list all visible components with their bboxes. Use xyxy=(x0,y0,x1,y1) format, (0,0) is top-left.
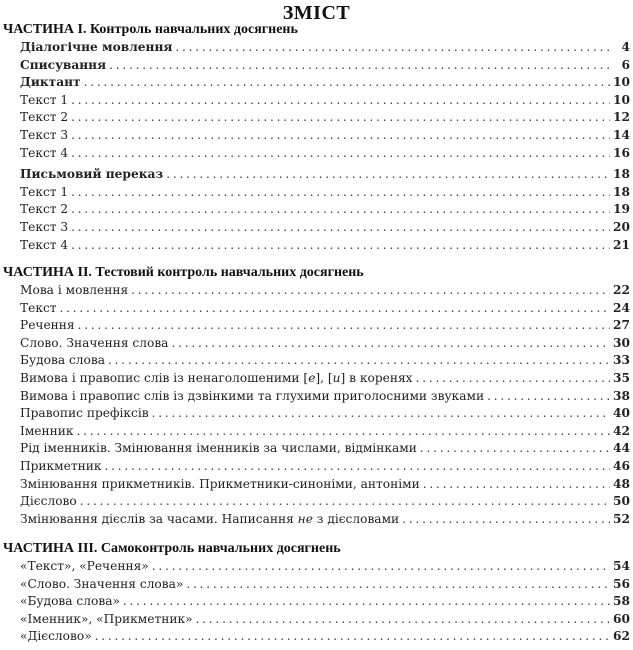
toc-entry[interactable] xyxy=(0,317,633,335)
entry-label: Письмовий переказ xyxy=(20,167,164,182)
toc-entry[interactable] xyxy=(0,300,633,318)
entry-page: 27 xyxy=(613,318,630,333)
entry-page: 14 xyxy=(613,127,630,142)
toc-entry[interactable] xyxy=(0,593,633,611)
entry-page: 18 xyxy=(613,167,630,182)
dot-leader xyxy=(109,57,613,75)
entry-page: 38 xyxy=(613,388,630,403)
dot-leader xyxy=(71,127,610,145)
entry-page: 35 xyxy=(613,370,630,385)
dot-leader xyxy=(71,201,610,219)
toc-entry[interactable] xyxy=(0,370,633,388)
dot-leader xyxy=(71,92,610,110)
entry-page: 24 xyxy=(613,300,630,315)
part-heading: ЧАСТИНА ІІ. Тестовий контроль навчальних досягнень xyxy=(3,265,364,280)
entry-label: «Текст», «Речення» xyxy=(20,559,149,573)
entry-label: Змінювання прикметників. Прикметники-синоніми, антоніми xyxy=(20,476,420,491)
dot-leader xyxy=(416,370,610,388)
dot-leader xyxy=(152,558,610,576)
dot-leader xyxy=(108,352,610,370)
entry-page: 12 xyxy=(613,110,630,125)
dot-leader xyxy=(131,282,610,300)
toc-entry[interactable] xyxy=(0,201,633,219)
toc-entry[interactable] xyxy=(0,576,633,594)
entry-label: Дієслово xyxy=(20,494,77,509)
dot-leader xyxy=(152,405,610,423)
dot-leader xyxy=(84,74,610,92)
toc-entry[interactable] xyxy=(0,335,633,353)
dot-leader xyxy=(402,511,610,529)
toc-entry[interactable] xyxy=(0,611,633,629)
toc-entry[interactable] xyxy=(0,405,633,423)
toc-part-2 xyxy=(0,264,633,528)
entry-page: 22 xyxy=(613,283,630,297)
entry-label: Диктант xyxy=(20,75,81,90)
dot-leader xyxy=(123,593,610,611)
toc-entry[interactable] xyxy=(0,493,633,511)
toc-entry[interactable] xyxy=(0,39,633,57)
entry-label: Текст xyxy=(20,300,57,315)
dot-leader xyxy=(71,109,610,127)
toc-entry[interactable] xyxy=(0,92,633,110)
entry-page: 44 xyxy=(613,441,630,456)
dot-leader xyxy=(196,611,610,629)
entry-page: 58 xyxy=(613,594,630,609)
entry-page: 42 xyxy=(613,423,630,438)
entry-page: 19 xyxy=(613,202,630,217)
entry-label: Текст 4 xyxy=(20,145,69,160)
entry-label: «Іменник», «Прикметник» xyxy=(20,611,193,626)
entry-label: Слово. Значення слова xyxy=(20,335,169,350)
label-italic-ne: не xyxy=(297,511,313,526)
toc-entry[interactable] xyxy=(0,145,633,163)
entry-label: Текст 3 xyxy=(20,219,69,234)
dot-leader xyxy=(420,440,610,458)
entry-page: 52 xyxy=(613,511,630,526)
entry-label xyxy=(20,511,399,529)
entry-label xyxy=(20,370,413,388)
dot-leader xyxy=(175,39,613,57)
dot-leader xyxy=(423,476,610,494)
entry-label: Правопис префіксів xyxy=(20,406,149,421)
entry-page: 48 xyxy=(613,476,630,491)
toc-entry[interactable] xyxy=(0,237,633,255)
toc-entry[interactable] xyxy=(0,511,633,529)
label-italic-e: е xyxy=(308,370,316,385)
entry-page: 33 xyxy=(613,353,630,368)
entry-label: Текст 2 xyxy=(20,110,69,125)
dot-leader xyxy=(71,219,610,237)
dot-leader xyxy=(71,145,610,163)
label-part: з дієсловами xyxy=(312,511,400,526)
entry-label: Мова і мовлення xyxy=(20,283,129,297)
dot-leader xyxy=(95,628,610,646)
entry-label: Текст 3 xyxy=(20,127,69,142)
entry-page: 20 xyxy=(613,219,630,234)
dot-leader xyxy=(487,388,610,406)
entry-label: Речення xyxy=(20,318,75,333)
toc-part-1 xyxy=(0,21,633,254)
page-title: ЗМІСТ xyxy=(282,2,351,24)
entry-label: «Слово. Значення слова» xyxy=(20,576,184,591)
label-part: ] в коренях xyxy=(340,370,413,385)
dot-leader xyxy=(78,317,610,335)
entry-page: 60 xyxy=(613,611,630,626)
toc-entry[interactable] xyxy=(0,109,633,127)
entry-label: Списування xyxy=(20,57,107,72)
label-part: Змінювання дієслів за часами. Написання xyxy=(20,511,298,526)
entry-page: 16 xyxy=(613,145,630,160)
part-heading: ЧАСТИНА І. Контроль навчальних досягнень xyxy=(3,22,298,37)
entry-page: 6 xyxy=(621,57,630,72)
entry-label: Діалогічне мовлення xyxy=(20,40,173,54)
entry-page: 30 xyxy=(613,335,630,350)
entry-label: Рід іменників. Змінювання іменників за числами, відмінками xyxy=(20,441,417,456)
entry-page: 10 xyxy=(613,75,630,90)
dot-leader xyxy=(166,166,610,184)
dot-leader xyxy=(77,423,611,441)
dot-leader xyxy=(60,300,611,318)
toc-entry[interactable] xyxy=(0,219,633,237)
dot-leader xyxy=(186,576,610,594)
toc-entry[interactable] xyxy=(0,423,633,441)
entry-label: Вимова і правопис слів із дзвінкими та глухими приголосними звуками xyxy=(20,388,485,403)
entry-label: «Будова слова» xyxy=(20,594,120,609)
label-part: ], [ xyxy=(315,370,333,385)
entry-label: Текст 1 xyxy=(20,184,69,199)
entry-label: Текст 4 xyxy=(20,237,69,252)
toc-part-3 xyxy=(0,540,633,646)
entry-label: «Дієслово» xyxy=(20,629,92,644)
toc-entry[interactable] xyxy=(0,57,633,75)
label-part: Вимова і правопис слів із ненаголошеними [ xyxy=(20,370,309,385)
toc-entry[interactable] xyxy=(0,166,633,184)
toc-entry[interactable] xyxy=(0,628,633,646)
entry-label: Прикметник xyxy=(20,458,102,473)
entry-page: 4 xyxy=(621,40,630,54)
entry-label: Іменник xyxy=(20,423,74,438)
toc-entry[interactable] xyxy=(0,282,633,300)
entry-page: 54 xyxy=(613,559,630,573)
entry-page: 21 xyxy=(613,237,630,252)
entry-label: Текст 1 xyxy=(20,92,69,107)
dot-leader xyxy=(80,493,610,511)
entry-page: 18 xyxy=(613,184,630,199)
dot-leader xyxy=(104,458,610,476)
entry-page: 10 xyxy=(613,92,630,107)
toc-entry[interactable] xyxy=(0,388,633,406)
entry-page: 56 xyxy=(613,576,630,591)
dot-leader xyxy=(71,237,610,255)
toc-entry[interactable] xyxy=(0,352,633,370)
entry-label: Будова слова xyxy=(20,353,106,368)
toc-entry[interactable] xyxy=(0,476,633,494)
entry-page: 46 xyxy=(613,458,630,473)
dot-leader xyxy=(71,184,610,202)
toc-entry[interactable] xyxy=(0,440,633,458)
toc-entry[interactable] xyxy=(0,184,633,202)
toc-entry[interactable] xyxy=(0,458,633,476)
entry-page: 40 xyxy=(613,406,630,421)
toc-entry[interactable] xyxy=(0,127,633,145)
dot-leader xyxy=(171,335,610,353)
toc-entry[interactable] xyxy=(0,74,633,92)
toc-entry[interactable] xyxy=(0,558,633,576)
label-italic-y: и xyxy=(332,370,341,385)
entry-page: 50 xyxy=(613,494,630,509)
part-heading: ЧАСТИНА ІІІ. Самоконтроль навчальних досягнень xyxy=(3,541,341,556)
entry-label: Текст 2 xyxy=(20,202,69,217)
entry-page: 62 xyxy=(613,629,630,644)
